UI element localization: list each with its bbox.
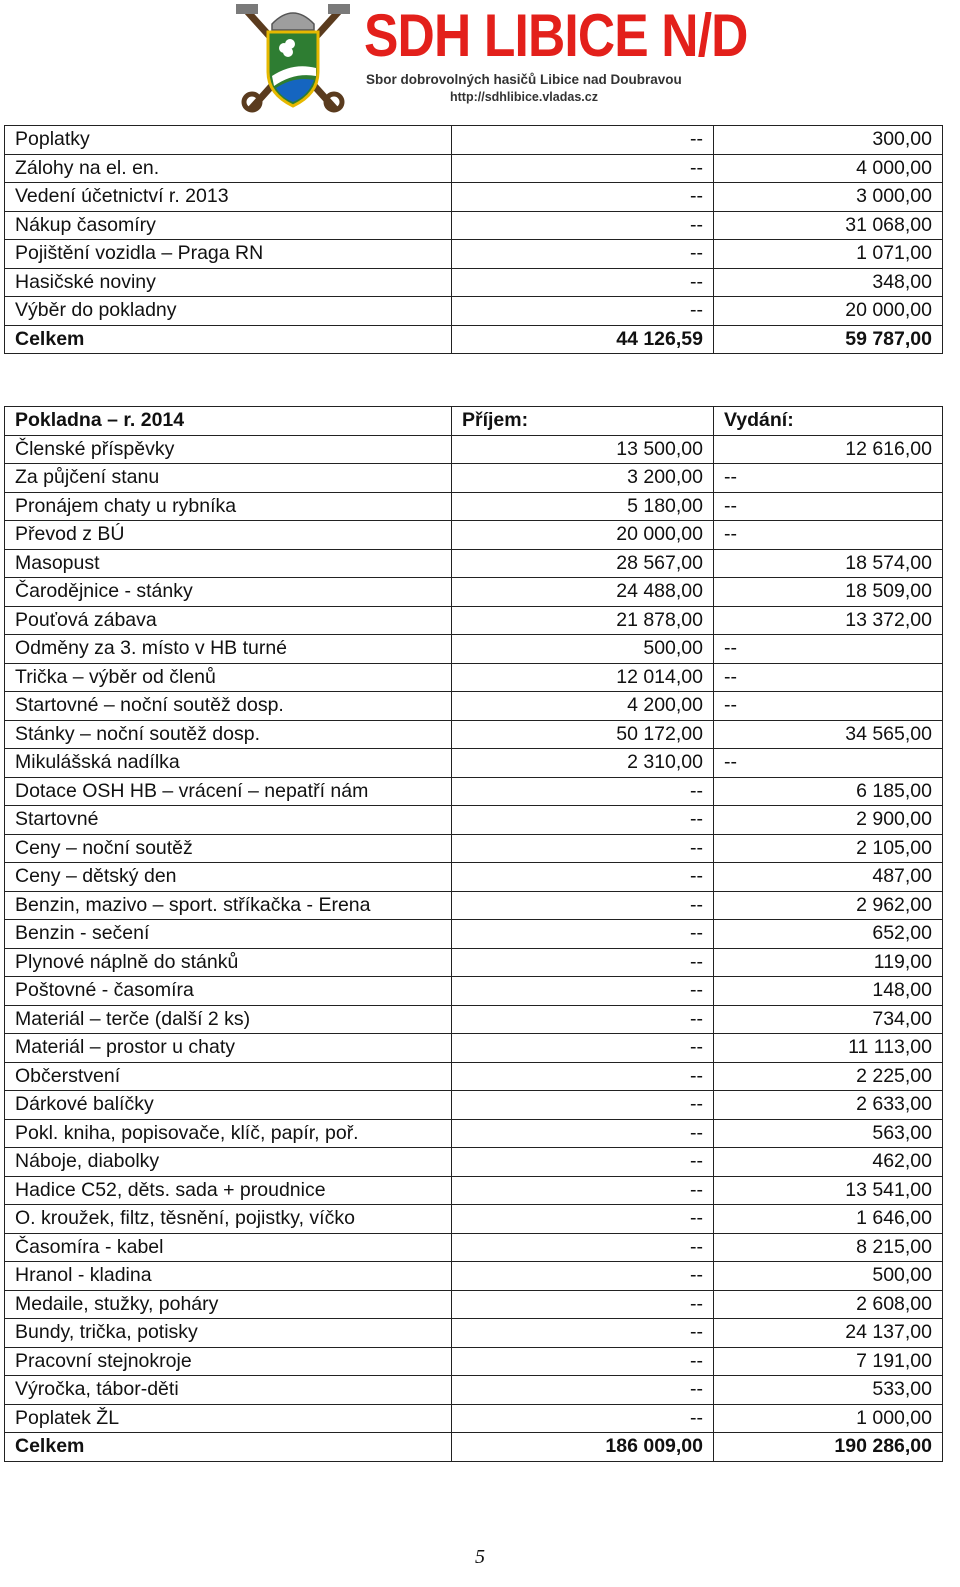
row-expense: 8 215,00 <box>714 1233 943 1262</box>
row-label: Občerstvení <box>5 1062 452 1091</box>
table-row <box>5 521 943 550</box>
row-label: Benzin - sečení <box>5 920 452 949</box>
total-label: Celkem <box>5 325 452 354</box>
table-row <box>5 1119 943 1148</box>
row-label: Masopust <box>5 549 452 578</box>
row-label: Pouťová zábava <box>5 606 452 635</box>
row-expense: -- <box>714 492 943 521</box>
row-income: 3 200,00 <box>452 464 714 493</box>
table-row <box>5 1347 943 1376</box>
table-row <box>5 1319 943 1348</box>
row-income: 500,00 <box>452 635 714 664</box>
table-row <box>5 578 943 607</box>
row-income: -- <box>452 920 714 949</box>
row-income: -- <box>452 211 714 240</box>
row-label: Ceny – dětský den <box>5 863 452 892</box>
row-income: -- <box>452 1376 714 1405</box>
row-expense: -- <box>714 635 943 664</box>
row-expense: 300,00 <box>714 126 943 155</box>
table-row <box>5 211 943 240</box>
table-row <box>5 154 943 183</box>
table-row <box>5 464 943 493</box>
row-label: Poplatky <box>5 126 452 155</box>
row-expense: 7 191,00 <box>714 1347 943 1376</box>
row-expense: -- <box>714 749 943 778</box>
row-expense: 18 509,00 <box>714 578 943 607</box>
row-income: -- <box>452 1262 714 1291</box>
total-expense: 190 286,00 <box>714 1433 943 1462</box>
row-expense: 13 541,00 <box>714 1176 943 1205</box>
row-income: -- <box>452 183 714 212</box>
table-row <box>5 834 943 863</box>
table-row <box>5 663 943 692</box>
table-row <box>5 240 943 269</box>
row-expense: 3 000,00 <box>714 183 943 212</box>
row-income: 28 567,00 <box>452 549 714 578</box>
row-label: Zálohy na el. en. <box>5 154 452 183</box>
total-label: Celkem <box>5 1433 452 1462</box>
row-income: -- <box>452 977 714 1006</box>
row-label: Členské příspěvky <box>5 435 452 464</box>
organization-url[interactable]: http://sdhlibice.vladas.cz <box>450 90 598 104</box>
table-row <box>5 126 943 155</box>
row-income: -- <box>452 1034 714 1063</box>
header-income: Příjem: <box>452 407 714 436</box>
table-row <box>5 720 943 749</box>
row-label: Plynové náplně do stánků <box>5 948 452 977</box>
table-row <box>5 549 943 578</box>
row-expense: 12 616,00 <box>714 435 943 464</box>
row-income: -- <box>452 806 714 835</box>
table-row <box>5 891 943 920</box>
row-expense: 1 071,00 <box>714 240 943 269</box>
row-income: -- <box>452 863 714 892</box>
total-income: 44 126,59 <box>452 325 714 354</box>
total-row <box>5 325 943 354</box>
row-income: -- <box>452 1233 714 1262</box>
row-expense: 2 633,00 <box>714 1091 943 1120</box>
table-row <box>5 268 943 297</box>
header-label: Pokladna – r. 2014 <box>5 407 452 436</box>
row-expense: 2 105,00 <box>714 834 943 863</box>
row-label: Bundy, trička, potisky <box>5 1319 452 1348</box>
table-row <box>5 777 943 806</box>
row-label: Mikulášská nadílka <box>5 749 452 778</box>
row-income: -- <box>452 1091 714 1120</box>
table-row <box>5 1176 943 1205</box>
row-expense: 31 068,00 <box>714 211 943 240</box>
table-row <box>5 1262 943 1291</box>
row-expense: 13 372,00 <box>714 606 943 635</box>
row-income: -- <box>452 948 714 977</box>
row-expense: 24 137,00 <box>714 1319 943 1348</box>
row-label: Dotace OSH HB – vrácení – nepatří nám <box>5 777 452 806</box>
row-income: -- <box>452 126 714 155</box>
table-row <box>5 435 943 464</box>
row-label: Hranol - kladina <box>5 1262 452 1291</box>
row-income: 2 310,00 <box>452 749 714 778</box>
row-income: -- <box>452 268 714 297</box>
row-expense: 4 000,00 <box>714 154 943 183</box>
row-expense: -- <box>714 464 943 493</box>
cash-book-table-2014 <box>4 406 943 1462</box>
row-expense: 462,00 <box>714 1148 943 1177</box>
row-income: -- <box>452 1347 714 1376</box>
row-income: 24 488,00 <box>452 578 714 607</box>
table-row <box>5 806 943 835</box>
row-label: Ceny – noční soutěž <box>5 834 452 863</box>
row-income: 20 000,00 <box>452 521 714 550</box>
row-label: O. kroužek, filtz, těsnění, pojistky, víčko <box>5 1205 452 1234</box>
row-expense: -- <box>714 663 943 692</box>
row-label: Materiál – terče (další 2 ks) <box>5 1005 452 1034</box>
page-header <box>0 0 960 118</box>
row-label: Odměny za 3. místo v HB turné <box>5 635 452 664</box>
row-label: Vedení účetnictví r. 2013 <box>5 183 452 212</box>
row-label: Poplatek ŽL <box>5 1404 452 1433</box>
row-expense: 2 900,00 <box>714 806 943 835</box>
row-expense: -- <box>714 521 943 550</box>
total-income: 186 009,00 <box>452 1433 714 1462</box>
row-income: -- <box>452 1119 714 1148</box>
table-row <box>5 1376 943 1405</box>
row-expense: 6 185,00 <box>714 777 943 806</box>
row-income: -- <box>452 1319 714 1348</box>
row-expense: 734,00 <box>714 1005 943 1034</box>
row-expense: 652,00 <box>714 920 943 949</box>
table-row <box>5 297 943 326</box>
table-row <box>5 635 943 664</box>
row-expense: 148,00 <box>714 977 943 1006</box>
table-row <box>5 692 943 721</box>
table-row <box>5 977 943 1006</box>
row-income: -- <box>452 1062 714 1091</box>
table-row <box>5 1205 943 1234</box>
row-label: Dárkové balíčky <box>5 1091 452 1120</box>
row-label: Náboje, diabolky <box>5 1148 452 1177</box>
row-expense: 34 565,00 <box>714 720 943 749</box>
row-expense: 18 574,00 <box>714 549 943 578</box>
row-label: Materiál – prostor u chaty <box>5 1034 452 1063</box>
row-label: Čarodějnice - stánky <box>5 578 452 607</box>
row-income: -- <box>452 240 714 269</box>
table-row <box>5 1091 943 1120</box>
row-income: -- <box>452 891 714 920</box>
row-income: -- <box>452 297 714 326</box>
row-income: 4 200,00 <box>452 692 714 721</box>
row-label: Startovné <box>5 806 452 835</box>
row-label: Převod z BÚ <box>5 521 452 550</box>
header-expense: Vydání: <box>714 407 943 436</box>
row-income: -- <box>452 1205 714 1234</box>
table-row <box>5 1062 943 1091</box>
table-header-row <box>5 407 943 436</box>
table-row <box>5 1290 943 1319</box>
row-expense: 2 608,00 <box>714 1290 943 1319</box>
organization-subtitle: Sbor dobrovolných hasičů Libice nad Doubravou <box>366 72 682 87</box>
total-row <box>5 1433 943 1462</box>
total-expense: 59 787,00 <box>714 325 943 354</box>
row-income: -- <box>452 777 714 806</box>
row-income: -- <box>452 1176 714 1205</box>
row-label: Startovné – noční soutěž dosp. <box>5 692 452 721</box>
row-label: Poštovné - časomíra <box>5 977 452 1006</box>
row-income: -- <box>452 1290 714 1319</box>
row-label: Benzin, mazivo – sport. stříkačka - Erena <box>5 891 452 920</box>
row-expense: 1 000,00 <box>714 1404 943 1433</box>
row-label: Pracovní stejnokroje <box>5 1347 452 1376</box>
row-label: Časomíra - kabel <box>5 1233 452 1262</box>
row-income: 5 180,00 <box>452 492 714 521</box>
row-expense: 533,00 <box>714 1376 943 1405</box>
row-income: -- <box>452 1404 714 1433</box>
row-expense: 20 000,00 <box>714 297 943 326</box>
table-row <box>5 948 943 977</box>
fire-brigade-emblem-icon <box>232 2 354 116</box>
row-expense: 348,00 <box>714 268 943 297</box>
row-income: 13 500,00 <box>452 435 714 464</box>
table-row <box>5 492 943 521</box>
row-label: Trička – výběr od členů <box>5 663 452 692</box>
table-row <box>5 1148 943 1177</box>
row-label: Hasičské noviny <box>5 268 452 297</box>
table-row <box>5 1005 943 1034</box>
row-label: Výběr do pokladny <box>5 297 452 326</box>
row-label: Pojištění vozidla – Praga RN <box>5 240 452 269</box>
table-row <box>5 920 943 949</box>
row-expense: 2 225,00 <box>714 1062 943 1091</box>
row-income: -- <box>452 154 714 183</box>
table-row <box>5 863 943 892</box>
row-income: -- <box>452 834 714 863</box>
row-label: Nákup časomíry <box>5 211 452 240</box>
table-row <box>5 1233 943 1262</box>
row-label: Za půjčení stanu <box>5 464 452 493</box>
organization-title: SDH LIBICE N/D <box>364 2 748 69</box>
row-label: Výročka, tábor-děti <box>5 1376 452 1405</box>
table-row <box>5 183 943 212</box>
row-expense: 2 962,00 <box>714 891 943 920</box>
row-expense: 1 646,00 <box>714 1205 943 1234</box>
expenses-table-2013 <box>4 125 943 354</box>
row-expense: 119,00 <box>714 948 943 977</box>
row-label: Hadice C52, děts. sada + proudnice <box>5 1176 452 1205</box>
row-expense: 11 113,00 <box>714 1034 943 1063</box>
table-row <box>5 749 943 778</box>
row-expense: -- <box>714 692 943 721</box>
row-label: Pronájem chaty u rybníka <box>5 492 452 521</box>
table-row <box>5 1034 943 1063</box>
table-row <box>5 1404 943 1433</box>
row-income: 50 172,00 <box>452 720 714 749</box>
page-number: 5 <box>475 1546 485 1568</box>
row-income: -- <box>452 1005 714 1034</box>
row-income: 21 878,00 <box>452 606 714 635</box>
row-income: -- <box>452 1148 714 1177</box>
row-label: Pokl. kniha, popisovače, klíč, papír, poř. <box>5 1119 452 1148</box>
row-label: Medaile, stužky, poháry <box>5 1290 452 1319</box>
row-income: 12 014,00 <box>452 663 714 692</box>
row-expense: 487,00 <box>714 863 943 892</box>
row-label: Stánky – noční soutěž dosp. <box>5 720 452 749</box>
row-expense: 500,00 <box>714 1262 943 1291</box>
table-row <box>5 606 943 635</box>
row-expense: 563,00 <box>714 1119 943 1148</box>
